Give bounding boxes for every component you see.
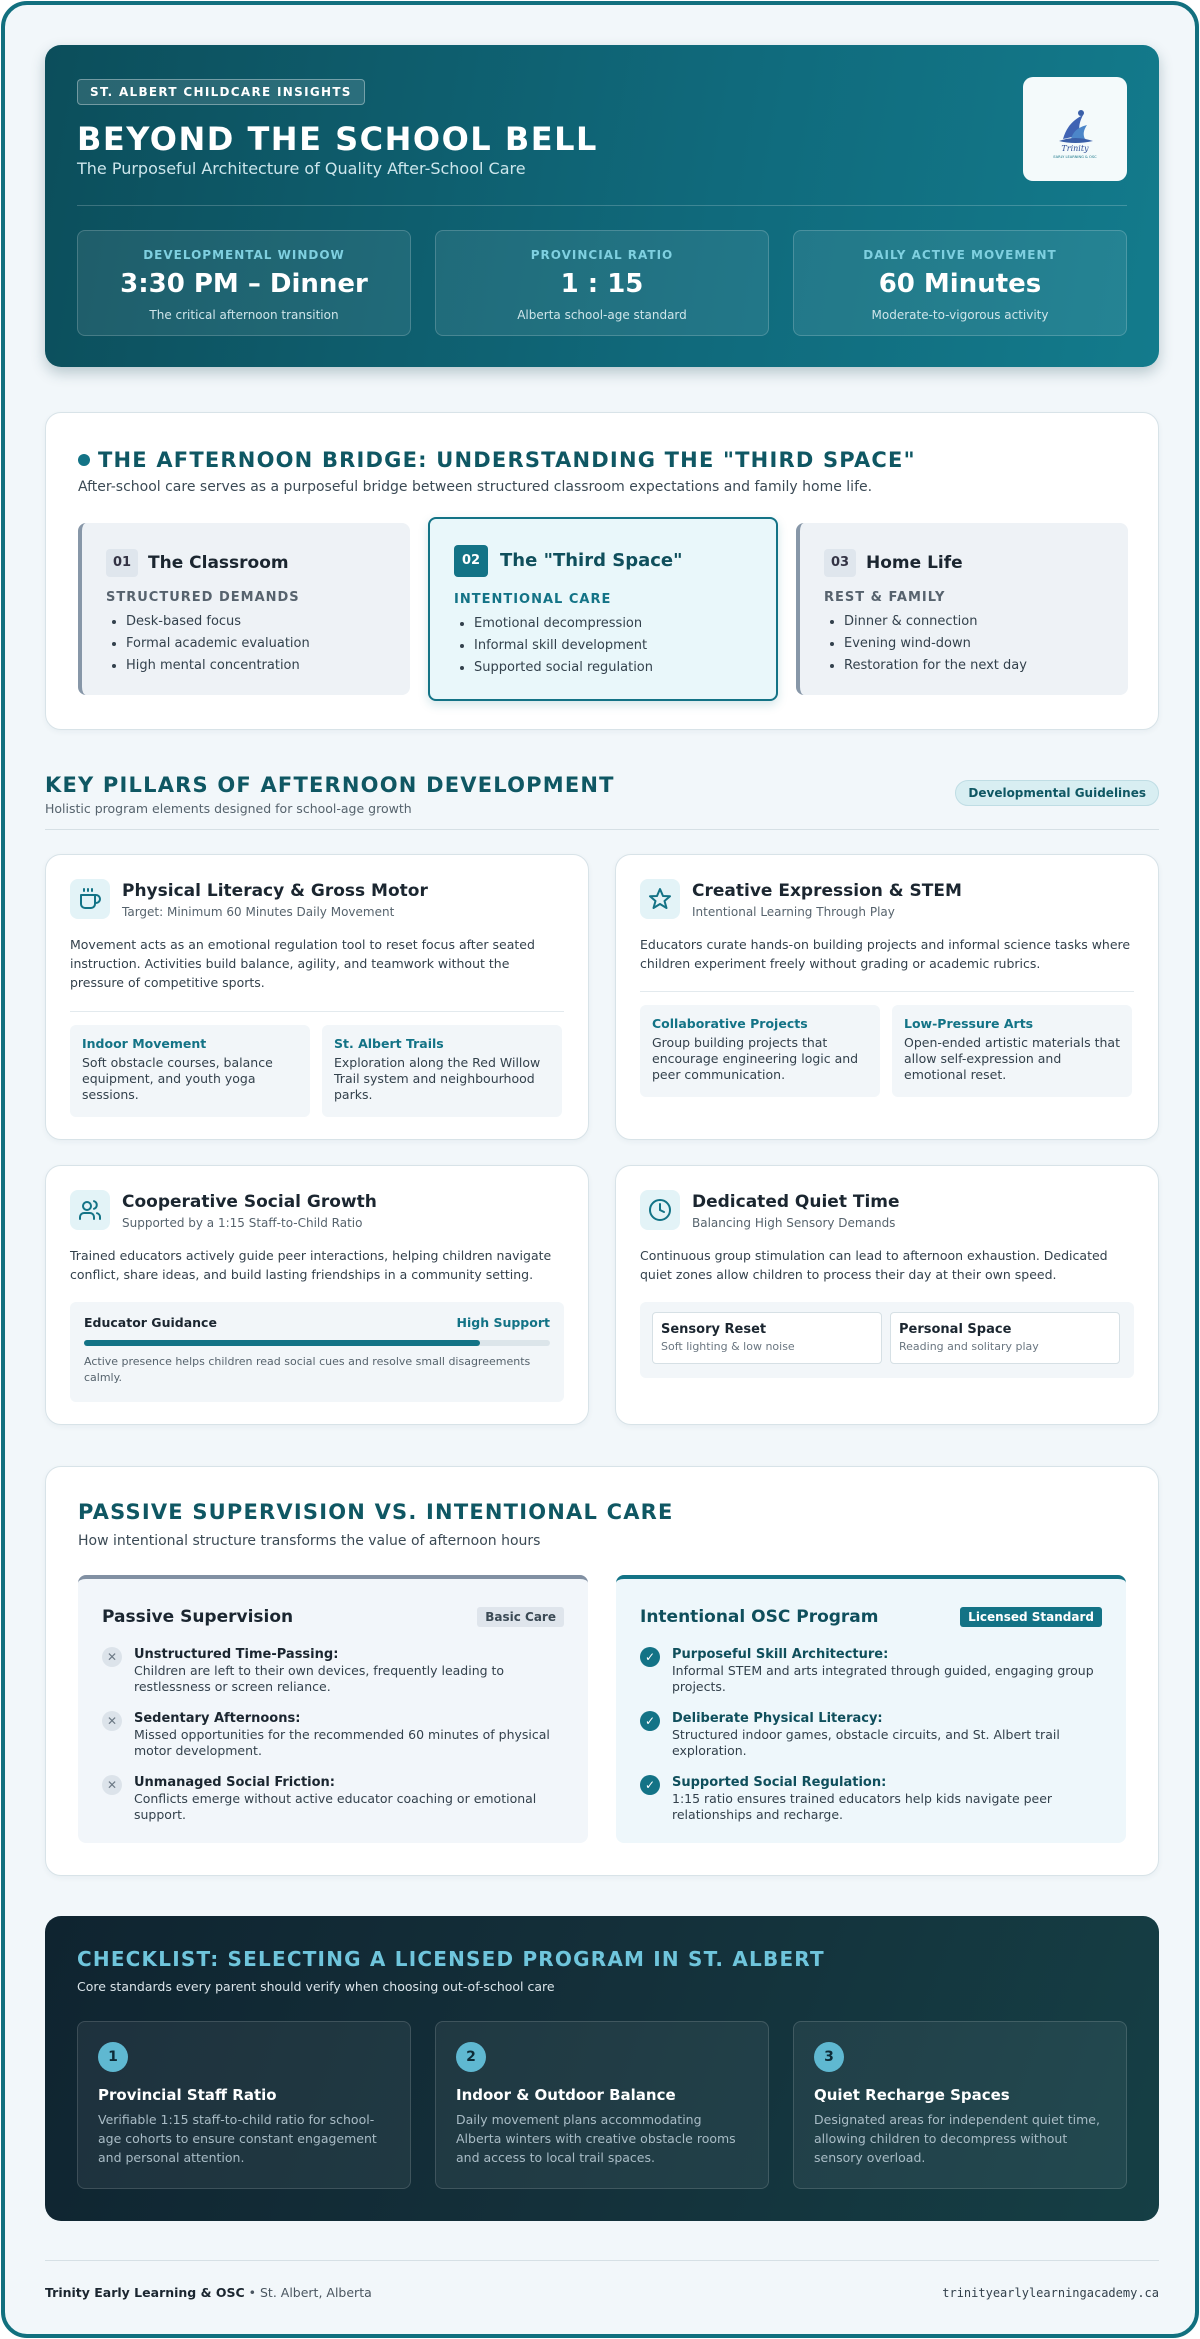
intentional-program-panel xyxy=(616,1575,1126,1843)
section-title: KEY PILLARS OF AFTERNOON DEVELOPMENT xyxy=(45,773,615,797)
list-item: • Informal skill development xyxy=(474,635,653,657)
column-list xyxy=(126,611,310,677)
hero-kicker: ST. ALBERT CHILDCARE INSIGHTS xyxy=(77,79,365,105)
pillar-title: Creative Expression & STEM xyxy=(692,881,962,901)
pillar-subtitle: Target: Minimum 60 Minutes Daily Movement xyxy=(122,905,395,919)
item-title: Supported Social Regulation: xyxy=(672,1775,887,1790)
column-number: 01 xyxy=(106,549,138,577)
item-title: Deliberate Physical Literacy: xyxy=(672,1711,883,1726)
item-text: 1:15 ratio ensures trained educators help kids navigate peer relationships and recharge. xyxy=(672,1791,1053,1822)
column-number: 03 xyxy=(824,549,856,577)
subitem-title: St. Albert Trails xyxy=(334,1036,444,1051)
list-item: • Emotional decompression xyxy=(474,613,653,635)
afternoon-bridge-section xyxy=(45,412,1159,730)
subitem-text: Exploration along the Red Willow Trail system and neighbourhood parks. xyxy=(334,1055,541,1102)
zone-title: Sensory Reset xyxy=(661,1322,767,1337)
pillar-body: Trained educators actively guide peer interactions, helping children navigate conflict, share ideas, and build lasting friendships in a community setting. xyxy=(70,1248,552,1282)
list-item: • High mental concentration xyxy=(126,655,310,677)
column-list xyxy=(474,613,653,679)
stat-card xyxy=(77,230,411,336)
column-tag: INTENTIONAL CARE xyxy=(454,592,612,607)
check-icon: ✓ xyxy=(640,1775,660,1795)
pillar-body: Continuous group stimulation can lead to afternoon exhaustion. Dedicated quiet zones allow children to process their day at their own speed. xyxy=(640,1248,1108,1282)
pillar-card-social xyxy=(45,1165,589,1425)
meter-label: Educator Guidance xyxy=(84,1315,217,1330)
item-text: Structured indoor games, obstacle circuits, and St. Albert trail exploration. xyxy=(672,1727,1060,1758)
step-number: 2 xyxy=(456,2042,486,2072)
section-title xyxy=(78,445,916,475)
panel-badge: Basic Care xyxy=(477,1607,564,1627)
meter-note: Active presence helps children read social cues and resolve small disagreements calmly. xyxy=(84,1355,531,1384)
list-item: • Supported social regulation xyxy=(474,657,653,679)
check-icon: ✓ xyxy=(640,1647,660,1667)
list-item: • Restoration for the next day xyxy=(844,655,1027,677)
section-title: CHECKLIST: SELECTING A LICENSED PROGRAM IN ST. ALBERT xyxy=(77,1947,825,1971)
subitem-text: Soft obstacle courses, balance equipment, and youth yoga sessions. xyxy=(82,1055,273,1102)
zone-text: Reading and solitary play xyxy=(899,1340,1039,1353)
check-icon: ✓ xyxy=(640,1711,660,1731)
pillar-subtitle: Balancing High Sensory Demands xyxy=(692,1216,896,1230)
stat-value: 60 Minutes xyxy=(878,269,1042,299)
step-number: 1 xyxy=(98,2042,128,2072)
guidance-meter xyxy=(70,1302,564,1402)
page-subtitle: The Purposeful Architecture of Quality After-School Care xyxy=(77,159,526,178)
pillar-subtitle: Intentional Learning Through Play xyxy=(692,905,895,919)
clock-icon xyxy=(640,1190,680,1230)
section-subtitle: How intentional structure transforms the value of afternoon hours xyxy=(78,1533,541,1549)
pillar-card-creative xyxy=(615,854,1159,1140)
item-title: Unmanaged Social Friction: xyxy=(134,1775,335,1790)
pillar-subitem xyxy=(322,1025,562,1117)
bridge-column-third-space xyxy=(428,517,778,701)
column-list xyxy=(844,611,1027,677)
quiet-zone-item xyxy=(652,1312,882,1364)
section-subtitle: Core standards every parent should verify when choosing out-of-school care xyxy=(77,1979,555,1994)
logo-tagline: EARLY LEARNING & OSC xyxy=(1053,155,1097,159)
column-name: The "Third Space" xyxy=(500,550,683,571)
section-title: PASSIVE SUPERVISION VS. INTENTIONAL CARE xyxy=(78,1500,674,1524)
comparison-item xyxy=(640,1775,1102,1823)
step-text: Designated areas for independent quiet time, allowing children to decompress without sensory overload. xyxy=(814,2112,1100,2165)
column-tag: STRUCTURED DEMANDS xyxy=(106,590,300,605)
item-title: Purposeful Skill Architecture: xyxy=(672,1647,889,1662)
pillar-body: Educators curate hands-on building projects and informal science tasks where children experiment freely without grading or academic rubrics. xyxy=(640,937,1131,971)
section-subtitle: Holistic program elements designed for school-age growth xyxy=(45,801,412,816)
guidelines-badge: Developmental Guidelines xyxy=(955,780,1159,806)
comparison-item xyxy=(102,1711,564,1759)
subitem-text: Open-ended artistic materials that allow self-expression and emotional reset. xyxy=(904,1035,1120,1082)
panel-title: Intentional OSC Program xyxy=(640,1607,879,1627)
subitem-title: Collaborative Projects xyxy=(652,1016,808,1031)
step-title: Provincial Staff Ratio xyxy=(98,2086,277,2104)
bridge-column-classroom xyxy=(78,523,410,695)
column-tag: REST & FAMILY xyxy=(824,590,946,605)
footer xyxy=(45,2260,1159,2320)
logo-wordmark: Trinity xyxy=(1061,144,1089,153)
quiet-zone-item xyxy=(890,1312,1120,1364)
divider xyxy=(640,991,1134,992)
stat-value: 1 : 15 xyxy=(560,269,644,299)
x-icon: ✕ xyxy=(102,1775,122,1795)
item-title: Unstructured Time-Passing: xyxy=(134,1647,339,1662)
checklist-card xyxy=(793,2021,1127,2189)
hero-divider xyxy=(77,205,1127,206)
org-location: • St. Albert, Alberta xyxy=(244,2285,372,2300)
zone-text: Soft lighting & low noise xyxy=(661,1340,795,1353)
subitem-title: Indoor Movement xyxy=(82,1036,207,1051)
stat-label: DAILY ACTIVE MOVEMENT xyxy=(863,248,1057,262)
pillar-subitem xyxy=(640,1005,880,1097)
pillar-subitem xyxy=(70,1025,310,1117)
stat-label: PROVINCIAL RATIO xyxy=(530,248,674,262)
star-icon xyxy=(640,879,680,919)
coffee-cup-icon xyxy=(70,879,110,919)
list-item: • Desk-based focus xyxy=(126,611,310,633)
item-text: Missed opportunities for the recommended 60 minutes of physical motor development. xyxy=(134,1727,550,1758)
item-text: Children are left to their own devices, frequently leading to restlessness or screen reliance. xyxy=(134,1663,505,1694)
stat-value: 3:30 PM – Dinner xyxy=(120,269,368,299)
meter-fill xyxy=(84,1340,480,1346)
step-title: Indoor & Outdoor Balance xyxy=(456,2086,676,2104)
pillar-title: Cooperative Social Growth xyxy=(122,1192,377,1212)
stat-card xyxy=(435,230,769,336)
comparison-item xyxy=(102,1647,564,1695)
step-title: Quiet Recharge Spaces xyxy=(814,2086,1010,2104)
checklist-section xyxy=(45,1916,1159,2221)
column-number: 02 xyxy=(454,545,488,577)
pillar-subitem xyxy=(892,1005,1132,1097)
comparison-item xyxy=(640,1711,1102,1759)
passive-supervision-panel xyxy=(78,1575,588,1843)
item-text: Conflicts emerge without active educator coaching or emotional support. xyxy=(134,1791,537,1822)
bridge-column-home-life xyxy=(796,523,1128,695)
zone-title: Personal Space xyxy=(899,1322,1012,1337)
pillar-card-physical xyxy=(45,854,589,1140)
list-item: • Dinner & connection xyxy=(844,611,1027,633)
stat-note: The critical afternoon transition xyxy=(149,308,339,322)
item-title: Sedentary Afternoons: xyxy=(134,1711,301,1726)
panel-badge: Licensed Standard xyxy=(960,1607,1102,1627)
divider xyxy=(70,1011,564,1012)
page-frame xyxy=(1,1,1199,2338)
hero-banner xyxy=(45,45,1159,367)
pillar-title: Physical Literacy & Gross Motor xyxy=(122,881,428,901)
footer-url[interactable]: trinityearlylearningacademy.ca xyxy=(942,2286,1159,2300)
pillars-header xyxy=(45,770,1159,830)
list-item: • Evening wind-down xyxy=(844,633,1027,655)
meter-level: High Support xyxy=(456,1315,550,1330)
item-text: Informal STEM and arts integrated through guided, engaging group projects. xyxy=(672,1663,1094,1694)
list-item: • Formal academic evaluation xyxy=(126,633,310,655)
brand-logo xyxy=(1023,77,1127,181)
comparison-item xyxy=(640,1647,1102,1695)
column-name: The Classroom xyxy=(148,553,289,573)
quiet-zones xyxy=(640,1302,1134,1378)
step-number: 3 xyxy=(814,2042,844,2072)
pillar-body: Movement acts as an emotional regulation tool to reset focus after seated instruction. Activities build balance, agility, and teamwork without the pressure of competitive sports. xyxy=(70,937,535,990)
checklist-card xyxy=(77,2021,411,2189)
pillar-card-quiet xyxy=(615,1165,1159,1425)
stat-card xyxy=(793,230,1127,336)
subitem-title: Low-Pressure Arts xyxy=(904,1016,1034,1031)
users-icon xyxy=(70,1190,110,1230)
stat-label: DEVELOPMENTAL WINDOW xyxy=(143,248,345,262)
section-title-text: THE AFTERNOON BRIDGE: UNDERSTANDING THE "THIRD SPACE" xyxy=(98,448,916,472)
page-title: BEYOND THE SCHOOL BELL xyxy=(77,120,598,158)
x-icon: ✕ xyxy=(102,1711,122,1731)
pillar-subtitle: Supported by a 1:15 Staff-to-Child Ratio xyxy=(122,1216,363,1230)
section-subtitle: After-school care serves as a purposeful bridge between structured classroom expectations and family home life. xyxy=(78,479,873,495)
stat-note: Moderate-to-vigorous activity xyxy=(871,308,1049,322)
passive-vs-intentional-section xyxy=(45,1466,1159,1876)
subitem-text: Group building projects that encourage engineering logic and peer communication. xyxy=(652,1035,859,1082)
meter-track xyxy=(84,1340,550,1346)
org-name: Trinity Early Learning & OSC xyxy=(45,2285,245,2300)
stat-note: Alberta school-age standard xyxy=(517,308,687,322)
bullet-dot xyxy=(78,454,90,466)
comparison-item xyxy=(102,1775,564,1823)
step-text: Daily movement plans accommodating Alberta winters with creative obstacle rooms and access to local trail spaces. xyxy=(456,2112,736,2165)
panel-title: Passive Supervision xyxy=(102,1607,294,1627)
footer-org xyxy=(45,2283,372,2303)
column-name: Home Life xyxy=(866,553,963,573)
x-icon: ✕ xyxy=(102,1647,122,1667)
pillar-title: Dedicated Quiet Time xyxy=(692,1192,900,1212)
checklist-card xyxy=(435,2021,769,2189)
step-text: Verifiable 1:15 staff-to-child ratio for school-age cohorts to ensure constant engagement and personal attention. xyxy=(98,2112,377,2165)
